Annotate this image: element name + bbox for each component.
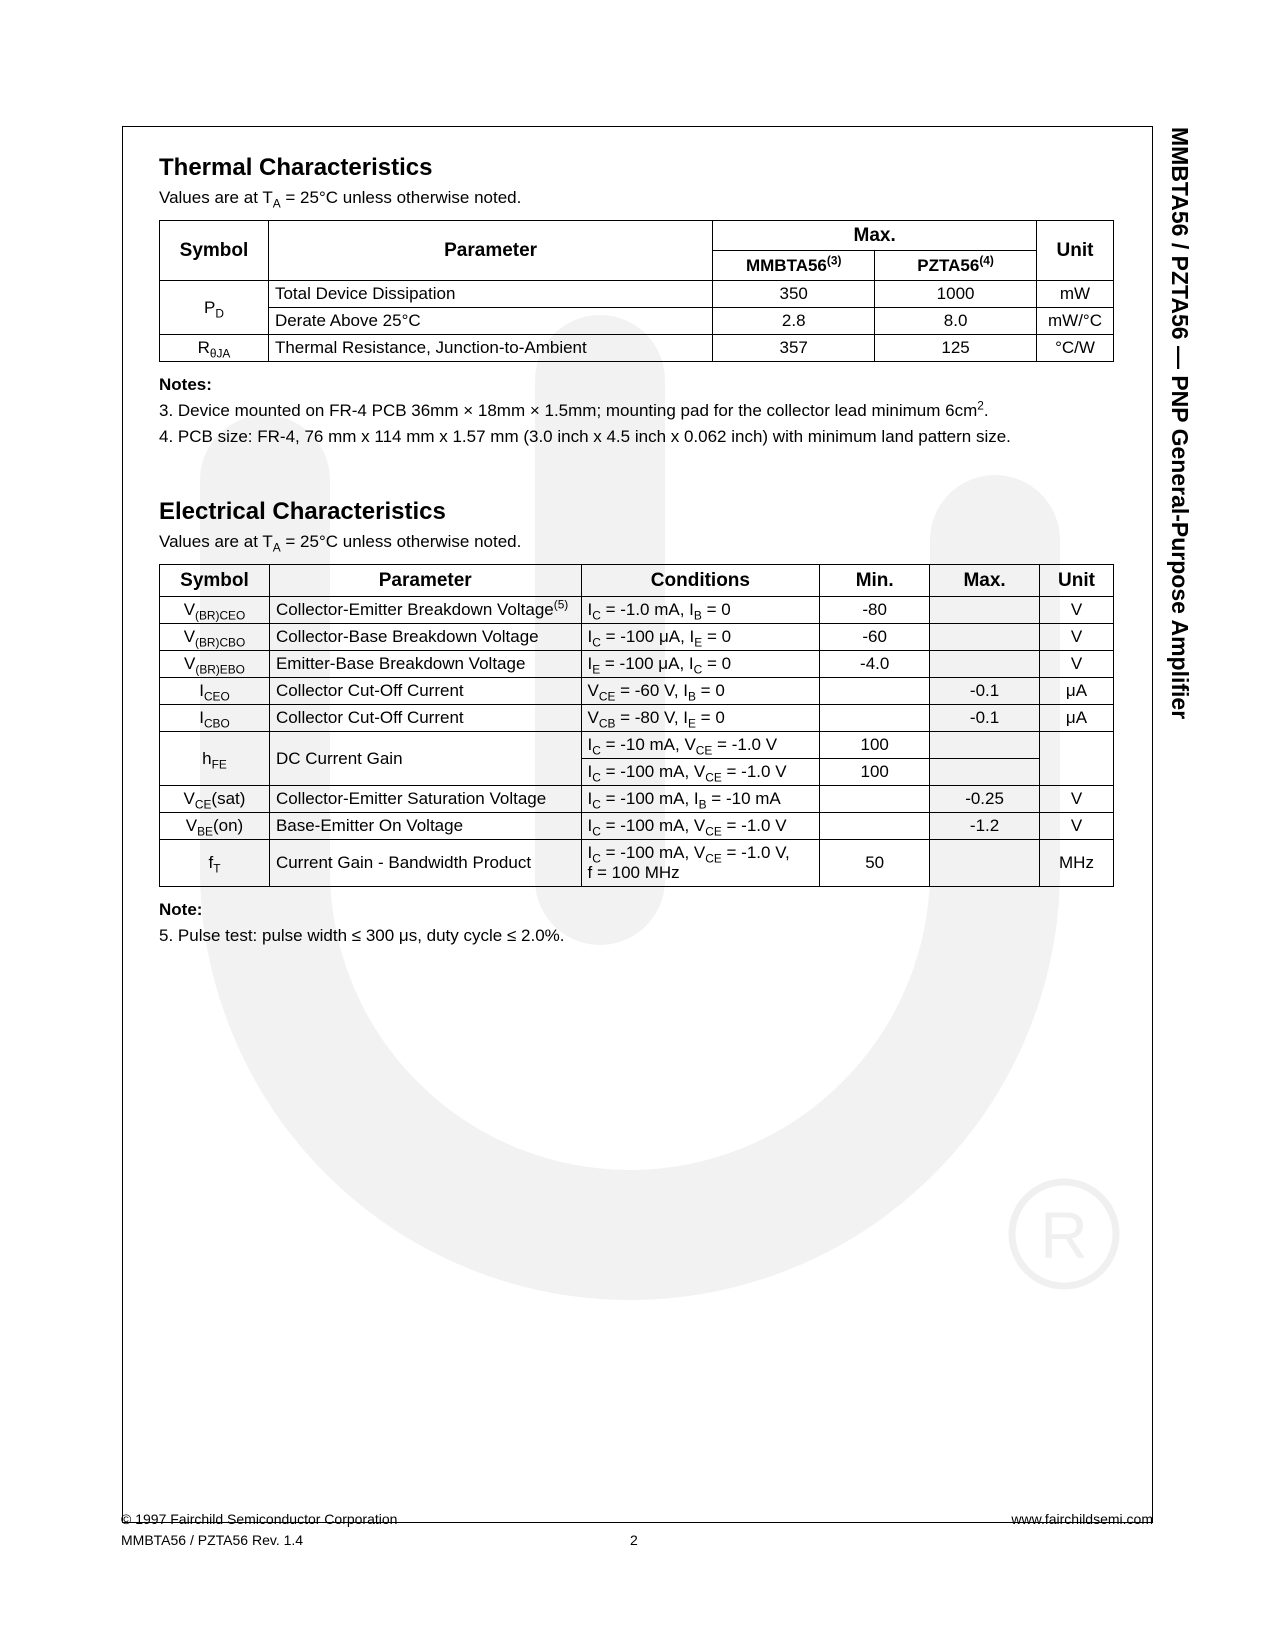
max-cell: -0.1	[930, 705, 1040, 732]
max-cell	[930, 624, 1040, 651]
th-parameter: Parameter	[268, 221, 712, 281]
max-cell	[930, 732, 1040, 759]
value-cell: 1000	[875, 281, 1037, 308]
value-cell: 357	[713, 335, 875, 362]
table-row	[160, 678, 1114, 705]
footer-copyright: © 1997 Fairchild Semiconductor Corporation	[121, 1511, 398, 1527]
footer-doc-id: MMBTA56 / PZTA56 Rev. 1.4	[121, 1532, 304, 1548]
min-cell	[820, 813, 930, 840]
table-row	[160, 308, 1114, 335]
unit-cell: mW	[1037, 281, 1114, 308]
condition-cell: $V_{CE} = -60$ V, $I_B = 0$	[581, 678, 820, 705]
parameter-cell: Collector Cut-Off Current	[269, 705, 581, 732]
max-cell: -0.1	[930, 678, 1040, 705]
max-cell	[930, 840, 1040, 887]
condition-cell: $I_C = -100$ mA, $I_B = -10$ mA	[581, 786, 820, 813]
unit-cell: MHz	[1040, 840, 1114, 887]
unit-cell: V	[1040, 624, 1114, 651]
notes-heading: Notes:	[159, 375, 212, 394]
min-cell	[820, 678, 930, 705]
registered-mark-letter: R	[1040, 1198, 1088, 1272]
condition-cell: $I_C = -100$ μA, $I_E = 0$	[581, 624, 820, 651]
table-row	[160, 732, 1114, 759]
max-cell	[930, 651, 1040, 678]
symbol-cell: $V_{CE}(sat)$	[160, 786, 270, 813]
electrical-notes	[159, 897, 1114, 949]
table-row	[160, 813, 1114, 840]
side-title	[1162, 127, 1198, 767]
table-row	[160, 840, 1114, 887]
max-cell	[930, 597, 1040, 624]
min-cell	[820, 705, 930, 732]
thermal-notes	[159, 372, 1114, 450]
th-symbol: Symbol	[160, 221, 269, 281]
th-min: Min.	[820, 565, 930, 597]
min-cell: 100	[820, 732, 930, 759]
table-row	[160, 597, 1114, 624]
condition-cell: $V_{CB} = -80$ V, $I_E = 0$	[581, 705, 820, 732]
parameter-cell: Base-Emitter On Voltage	[269, 813, 581, 840]
note-heading: Note:	[159, 900, 203, 919]
condition-cell: $I_C = -100$ mA, $V_{CE} = -1.0$ V, f = 100 MHz	[581, 840, 820, 887]
value-cell: 2.8	[713, 308, 875, 335]
symbol-cell: $V_{(BR)EBO}$	[160, 651, 270, 678]
th-parameter: Parameter	[269, 565, 581, 597]
unit-cell: V	[1040, 786, 1114, 813]
parameter-cell: Current Gain - Bandwidth Product	[269, 840, 581, 887]
max-cell: -1.2	[930, 813, 1040, 840]
footer-page-number: 2	[630, 1532, 638, 1548]
symbol-cell: $h_{FE}$	[160, 732, 270, 786]
unit-cell: V	[1040, 597, 1114, 624]
parameter-cell: Emitter-Base Breakdown Voltage	[269, 651, 581, 678]
max-cell: -0.25	[930, 786, 1040, 813]
symbol-cell: $f_T$	[160, 840, 270, 887]
unit-cell: V	[1040, 651, 1114, 678]
electrical-subtitle: Values are at $T_A = 25^\circ C$ unless otherwise noted.	[159, 532, 522, 555]
symbol-cell: $I_{CBO}$	[160, 705, 270, 732]
min-cell: -80	[820, 597, 930, 624]
th-max: Max.	[713, 221, 1037, 251]
max-cell	[930, 759, 1040, 786]
unit-cell	[1040, 732, 1114, 786]
parameter-cell: DC Current Gain	[269, 732, 581, 786]
th-max: Max.	[930, 565, 1040, 597]
symbol-cell: $I_{CEO}$	[160, 678, 270, 705]
th-unit: Unit	[1037, 221, 1114, 281]
table-row	[160, 705, 1114, 732]
unit-cell: °C/W	[1037, 335, 1114, 362]
parameter-cell: Collector-Emitter Saturation Voltage	[269, 786, 581, 813]
condition-cell: $I_C = -10$ mA, $V_{CE} = -1.0$ V	[581, 732, 820, 759]
note-5: 5. Pulse test: pulse width ≤ 300 μs, duty cycle ≤ 2.0%.	[159, 926, 565, 945]
side-title-text: MMBTA56 / PZTA56 — PNP General-Purpose Amplifier	[1167, 127, 1193, 720]
symbol-cell: $P_D$	[160, 281, 269, 335]
unit-cell: V	[1040, 813, 1114, 840]
note-3: 3. Device mounted on FR-4 PCB 36mm × 18mm × 1.5mm; mounting pad for the collector lead minimum $6cm^2$.	[159, 398, 989, 420]
footer-url[interactable]: www.fairchildsemi.com	[1011, 1511, 1153, 1527]
th-mmbta56: MMBTA56$^{(3)}$	[713, 251, 875, 281]
table-row	[160, 281, 1114, 308]
table-row	[160, 651, 1114, 678]
electrical-title: Electrical Characteristics	[159, 498, 446, 525]
parameter-cell: Collector-Base Breakdown Voltage	[269, 624, 581, 651]
value-cell: 8.0	[875, 308, 1037, 335]
table-row	[160, 624, 1114, 651]
note-4: 4. PCB size: FR-4, 76 mm x 114 mm x 1.57 mm (3.0 inch x 4.5 inch x 0.062 inch) with minimum land pattern size.	[159, 427, 1011, 446]
th-conditions: Conditions	[581, 565, 820, 597]
min-cell: 100	[820, 759, 930, 786]
parameter-cell: Thermal Resistance, Junction-to-Ambient	[268, 335, 712, 362]
thermal-table	[159, 220, 1114, 362]
parameter-cell: Total Device Dissipation	[268, 281, 712, 308]
min-cell: 50	[820, 840, 930, 887]
parameter-cell: Collector Cut-Off Current	[269, 678, 581, 705]
thermal-title: Thermal Characteristics	[159, 154, 433, 181]
unit-cell: μA	[1040, 678, 1114, 705]
electrical-table	[159, 564, 1114, 887]
min-cell: -60	[820, 624, 930, 651]
parameter-cell: Derate Above 25°C	[268, 308, 712, 335]
condition-cell: $I_C = -100$ mA, $V_{CE} = -1.0$ V	[581, 759, 820, 786]
content	[159, 152, 1114, 949]
symbol-cell: $R_{\theta JA}$	[160, 335, 269, 362]
thermal-subtitle: Values are at $T_A = 25^\circ C$ unless otherwise noted.	[159, 188, 522, 211]
symbol-cell: $V_{(BR)CBO}$	[160, 624, 270, 651]
value-cell: 350	[713, 281, 875, 308]
unit-cell: μA	[1040, 705, 1114, 732]
min-cell: -4.0	[820, 651, 930, 678]
th-pzta56: PZTA56$^{(4)}$	[875, 251, 1037, 281]
th-unit: Unit	[1040, 565, 1114, 597]
condition-cell: $I_C = -1.0$ mA, $I_B = 0$	[581, 597, 820, 624]
unit-cell: mW/°C	[1037, 308, 1114, 335]
symbol-cell: $V_{BE}(on)$	[160, 813, 270, 840]
condition-cell: $I_E = -100$ μA, $I_C = 0$	[581, 651, 820, 678]
condition-cell: $I_C = -100$ mA, $V_{CE} = -1.0$ V	[581, 813, 820, 840]
symbol-cell: $V_{(BR)CEO}$	[160, 597, 270, 624]
table-row	[160, 335, 1114, 362]
value-cell: 125	[875, 335, 1037, 362]
th-symbol: Symbol	[160, 565, 270, 597]
parameter-cell: Collector-Emitter Breakdown Voltage$^{(5)}$	[269, 597, 581, 624]
table-row	[160, 786, 1114, 813]
min-cell	[820, 786, 930, 813]
